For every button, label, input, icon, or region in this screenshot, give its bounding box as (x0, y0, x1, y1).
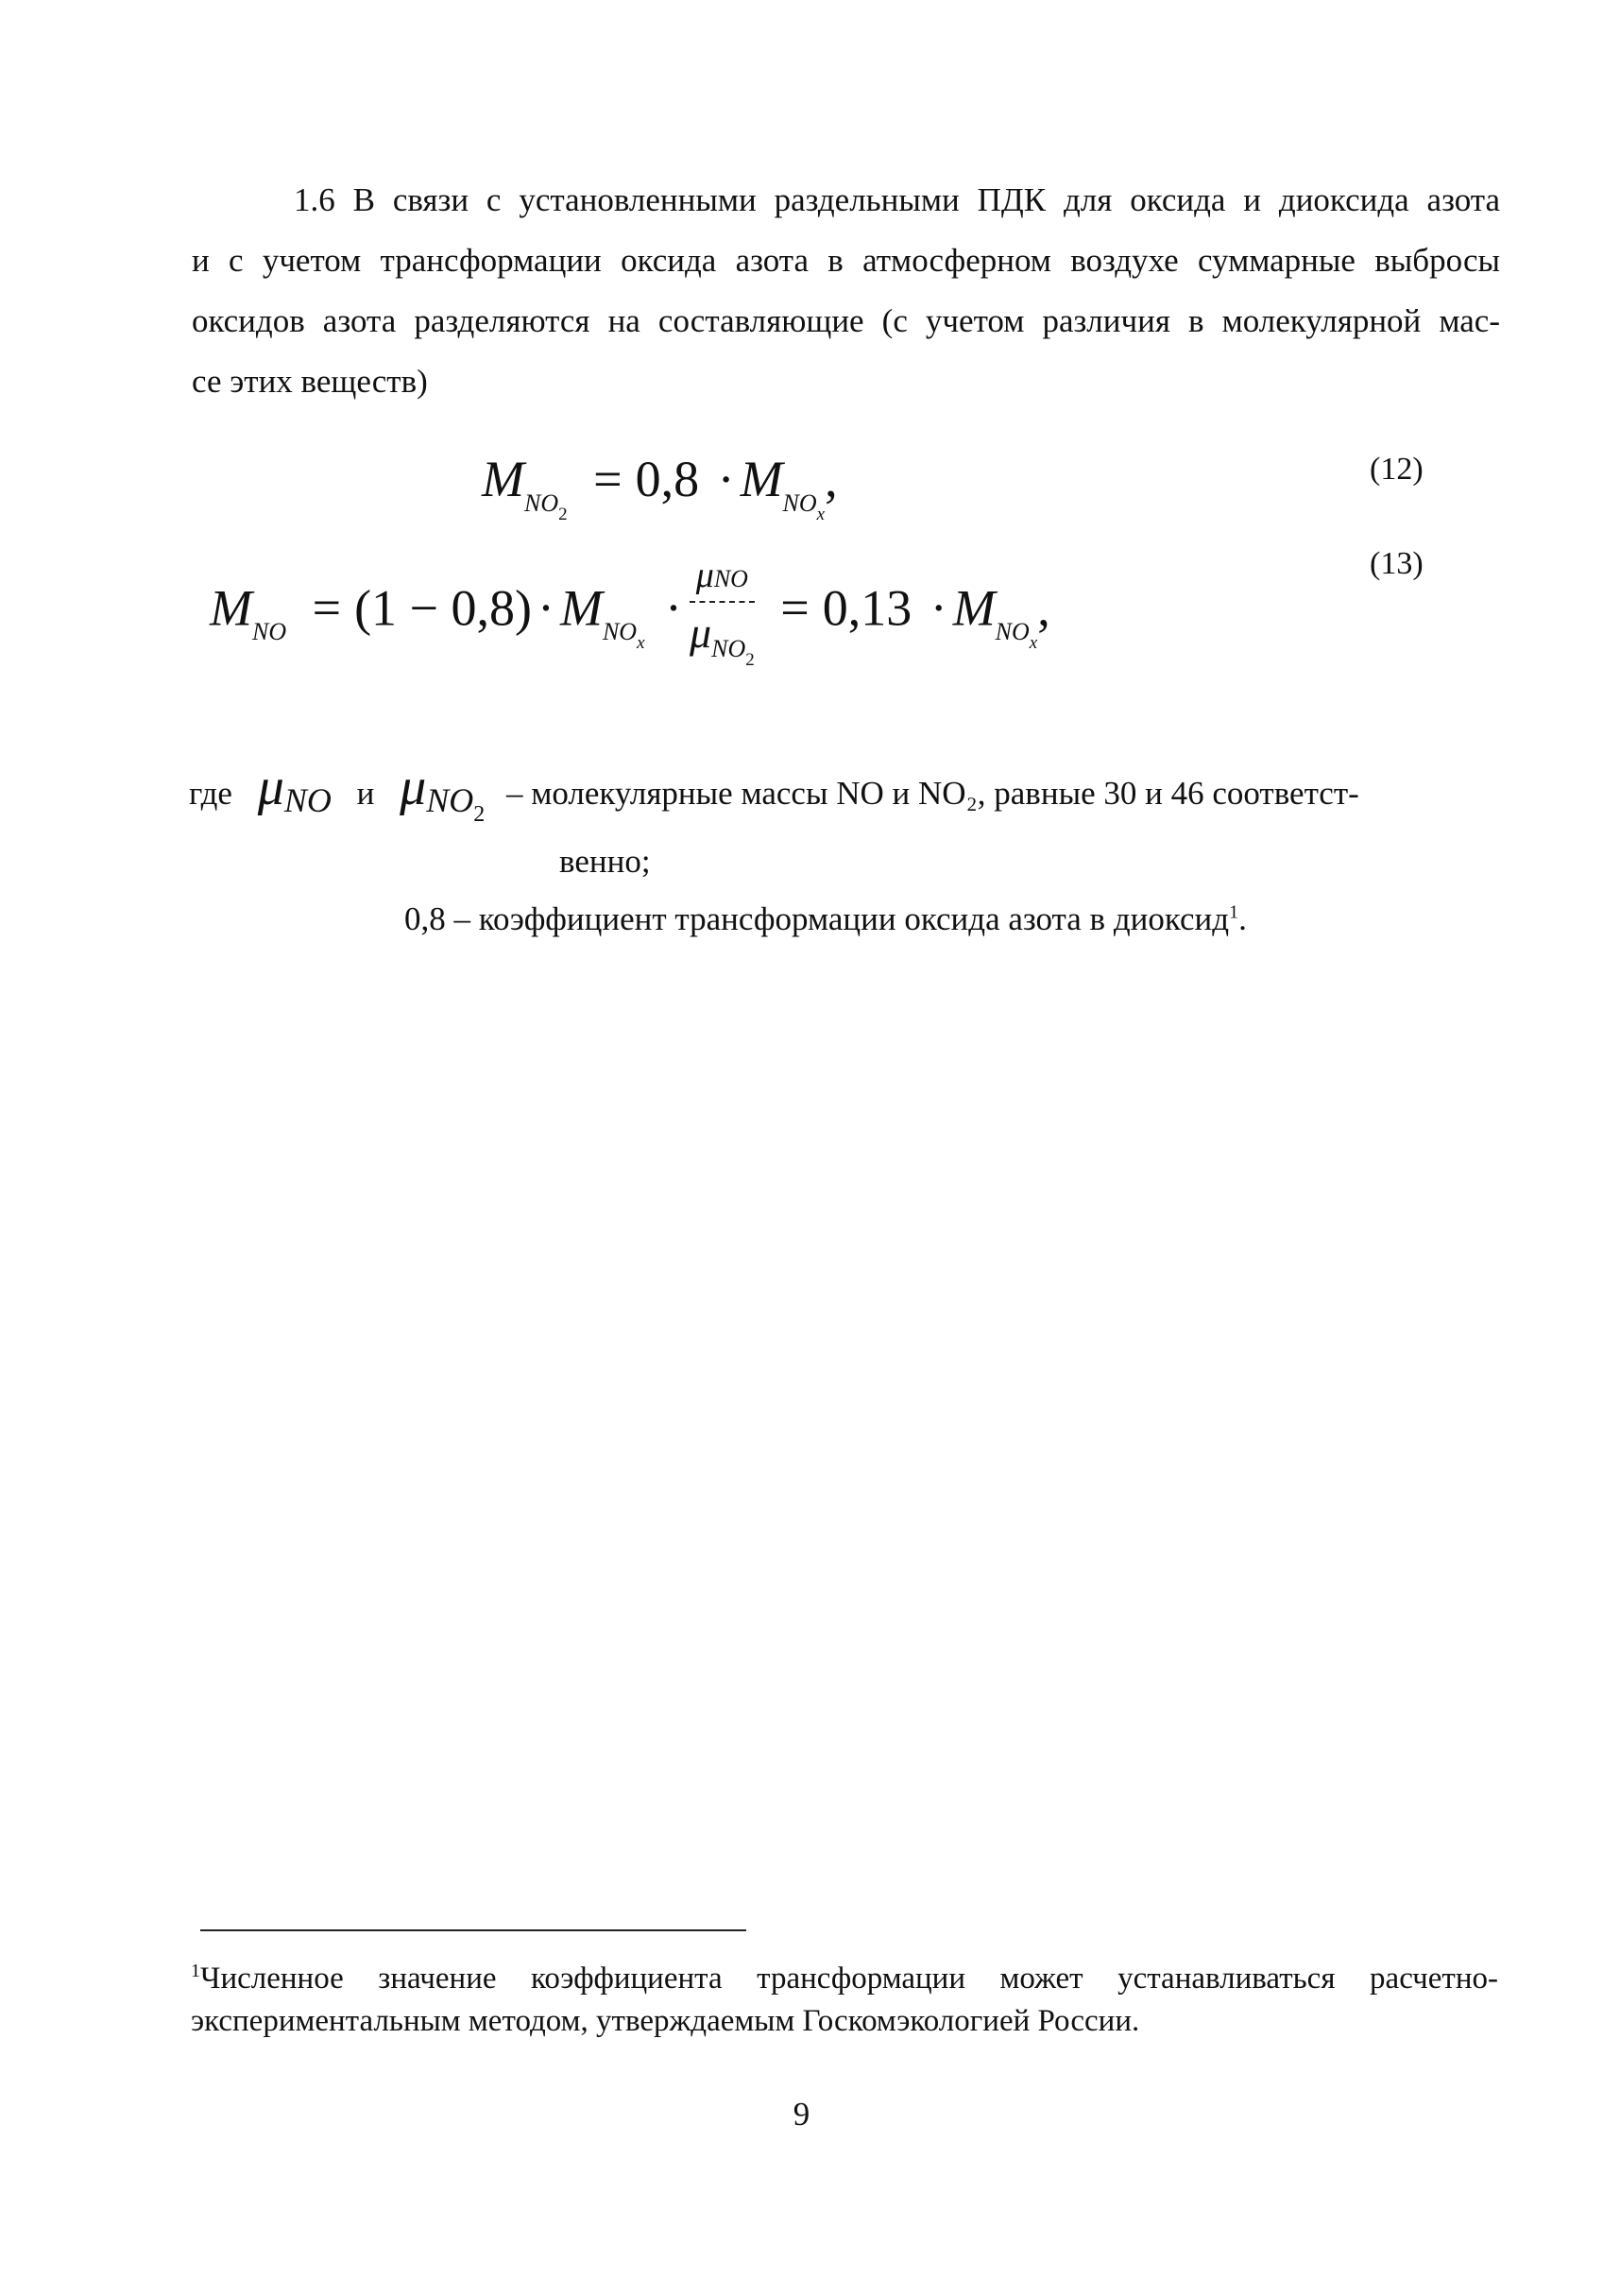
eq13-trailing-comma: , (1037, 579, 1050, 637)
eq12-coefficient: 0,8 (635, 451, 700, 507)
footnote-reference: 1 (1229, 901, 1239, 923)
eq13-lhs-subscript: NO (251, 618, 287, 646)
footnote-separator (200, 1929, 746, 1931)
footnote (191, 1950, 1498, 2043)
eq13-parenthesized-factor: (1 − 0,8) (354, 579, 532, 637)
paragraph-line-3: оксидов азота разделяются на составляющие (с учетом различия в молекулярной мас- (192, 302, 1500, 339)
equation-12-number: (12) (1370, 452, 1424, 487)
page-number: 9 (793, 2096, 810, 2133)
section-1-6-paragraph (192, 170, 1500, 412)
paragraph-line-2: и с учетом трансформации оксида азота в атмосферном воздухе суммарные выбросы (192, 242, 1500, 279)
paragraph-line-1: 1.6 В связи с установленными раздельными ПДК для оксида и диоксида азота (294, 181, 1500, 218)
footnote-line-1: $^1$Численное значение коэффициента трансформации может устанавливаться расчетно- (191, 1961, 1498, 1996)
and-word: и (356, 775, 375, 812)
equation-13 (210, 554, 1050, 673)
eq13-m-subscript: NOx (602, 618, 645, 654)
eq12-rhs-subscript: NOx (782, 489, 826, 524)
eq12-trailing-comma: , (825, 451, 838, 507)
where-word: где (189, 775, 232, 812)
eq12-lhs-subscript: NO2 (523, 489, 568, 524)
eq13-m-symbol: M (559, 579, 603, 637)
eq12-rhs-symbol: M (740, 451, 783, 507)
eq13-lhs-symbol: M (210, 579, 252, 637)
eq13-dot-3: · (929, 579, 947, 637)
footnote-line-2: экспериментальным методом, утверждаемым Госкомэкологией России. (191, 2004, 1140, 2038)
equation-13-number: (13) (1370, 546, 1424, 581)
mu-no2-symbol: μNO$_2$ (400, 758, 486, 827)
footnote-marker: 1 (191, 1961, 200, 1981)
equation-12 (482, 450, 838, 524)
transformation-coefficient-line: 0,8 – коэффициент трансформации оксида азота в диоксид$^1$. (404, 900, 1247, 937)
eq13-dot-1: · (537, 579, 554, 637)
where-clause (189, 756, 1359, 827)
eq13-dot-2: · (665, 579, 683, 637)
mu-no-symbol: μNO (257, 758, 332, 819)
molar-mass-description-continued: венно; (559, 843, 651, 880)
eq13-equals: = (312, 579, 342, 637)
eq12-lhs-symbol: M (482, 451, 524, 507)
eq12-dot: · (717, 451, 735, 507)
eq12-equals: = (593, 451, 622, 507)
eq13-fraction-numerator: μNO (690, 554, 755, 603)
eq13-coefficient: 0,13 (822, 579, 912, 637)
eq13-fraction-denominator: $\mu_{NO_2}$ (690, 608, 755, 670)
eq13-rhs-symbol: M (952, 579, 996, 637)
paragraph-line-4: се этих веществ) (192, 363, 428, 400)
molar-mass-description: – молекулярные массы NO и NO₂, равные 30 и 46 соответст- (505, 775, 1359, 812)
eq13-molar-ratio-fraction (690, 554, 755, 673)
eq13-equals-2: = (780, 579, 810, 637)
eq13-rhs-subscript: NOx (995, 618, 1038, 654)
